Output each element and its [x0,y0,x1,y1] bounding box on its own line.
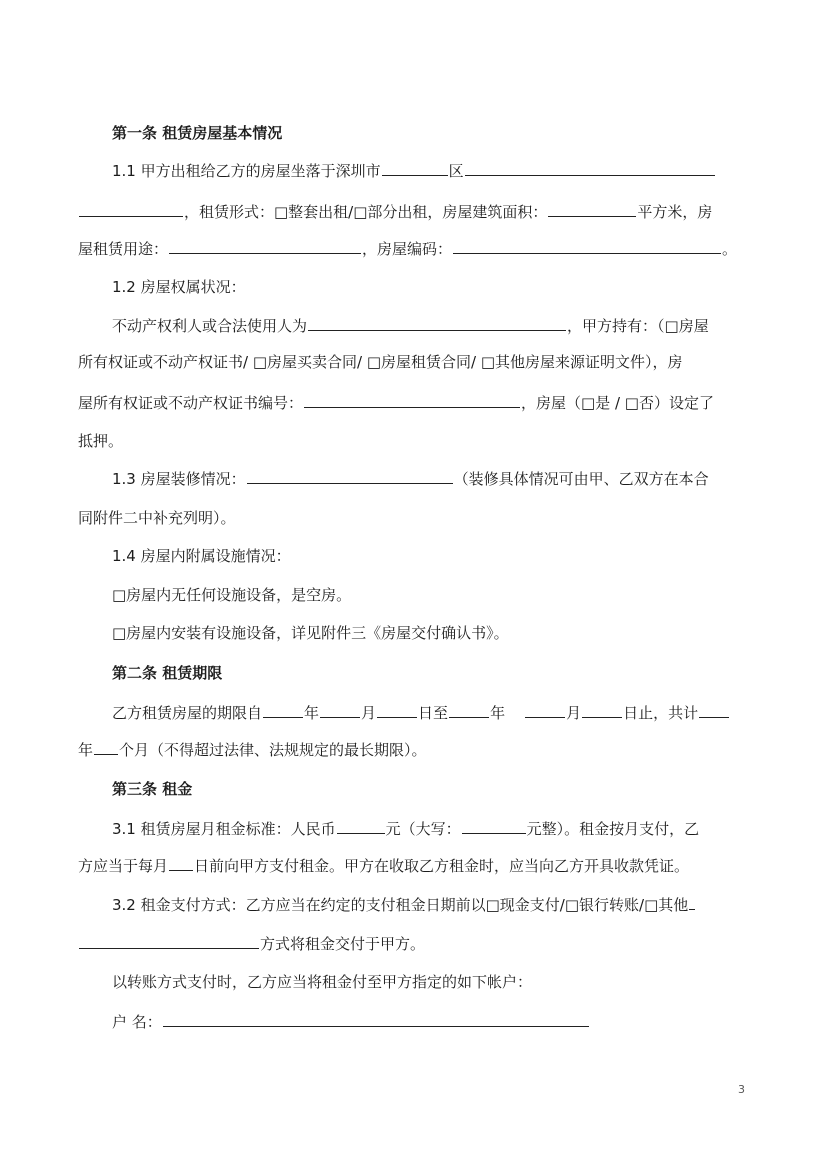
clause-1-2-line3: 屋所有权证或不动产权证书编号： ，房屋（□是 / □否）设定了 [78,394,714,412]
clause-1-1-line3: 屋租赁用途： ，房屋编码： 。 [78,240,738,258]
other-method-blank[interactable] [689,894,695,910]
article2-line1: 乙方租赁房屋的期限自 年 月 日至 年 月 日止，共计 [112,702,828,724]
clause-3-2-line2: 方式将租金交付于甲方。 [78,933,828,955]
clause-3-1-line2: 方应当于每月 日前向甲方支付租金。甲方在收取乙方租金时，应当向乙方开具收款凭证。 [78,857,690,875]
facility-option-empty[interactable]: □房屋内无任何设施设备，是空房。 [112,586,352,604]
end-day-blank[interactable] [582,702,622,718]
clause-1-2-line1: 不动产权利人或合法使用人为 ，甲方持有：（□房屋 [112,317,709,335]
start-year-blank[interactable] [263,702,303,718]
start-month-blank[interactable] [320,702,360,718]
clause-3-2-line1: 3.2 租金支付方式：乙方应当在约定的支付租金日期前以□现金支付/□银行转账/□其他 [112,894,828,916]
transfer-instruction: 以转账方式支付时，乙方应当将租金付至甲方指定的如下帐户： [112,973,533,991]
article3-heading: 第三条 租金 [112,780,193,798]
clause-3-1-line1: 3.1 租赁房屋月租金标准：人民币 元（大写： 元整）。租金按月支付，乙 [112,820,700,838]
clause-1-1-line1: 1.1 甲方出租给乙方的房屋坐落于深圳市 区 [112,160,828,182]
clause-1-2-line2: 所有权证或不动产权证书/ □房屋买卖合同/ □房屋租赁合同/ □其他房屋来源证明文件），房 [78,353,683,371]
certificate-number-blank[interactable] [304,392,520,408]
article2-heading: 第二条 租赁期限 [112,664,223,682]
area-blank[interactable] [548,201,636,217]
address-blank[interactable] [465,160,715,176]
article2-line2: 年 个月（不得超过法律、法规规定的最长期限）。 [78,741,427,759]
clause-1-2-line4: 抵押。 [78,432,124,450]
page-number: 3 [738,1083,745,1096]
account-name-line: 户 名： [112,1011,828,1033]
end-year-blank[interactable] [449,702,489,718]
account-name-blank[interactable] [163,1011,589,1027]
owner-blank[interactable] [308,315,566,331]
decoration-blank[interactable] [247,468,453,484]
clause-1-4-heading: 1.4 房屋内附属设施情况： [112,547,291,565]
address-continued-blank[interactable] [79,201,183,217]
usage-blank[interactable] [169,238,361,254]
total-years-blank[interactable] [699,702,729,718]
rent-amount-blank[interactable] [337,818,385,834]
district-blank[interactable] [382,160,448,176]
clause-1-3-line2: 同附件二中补充列明）。 [78,509,236,527]
end-month-blank[interactable] [525,702,565,718]
clause-1-3-line1: 1.3 房屋装修情况： （装修具体情况可由甲、乙双方在本合 [112,470,709,488]
clause-1-2-heading: 1.2 房屋权属状况： [112,278,246,296]
article1-heading: 第一条 租赁房屋基本情况 [112,124,283,142]
pay-day-blank[interactable] [169,855,193,871]
total-months-blank[interactable] [94,739,118,755]
facility-option-equipped[interactable]: □房屋内安装有设施设备，详见附件三《房屋交付确认书》。 [112,624,509,642]
clause-1-1-line2: ，租赁形式：□整套出租/□部分出租，房屋建筑面积： 平方米，房 [78,201,828,223]
house-code-blank[interactable] [453,238,721,254]
start-day-blank[interactable] [377,702,417,718]
other-method-continued-blank[interactable] [79,933,259,949]
rent-amount-words-blank[interactable] [462,818,526,834]
